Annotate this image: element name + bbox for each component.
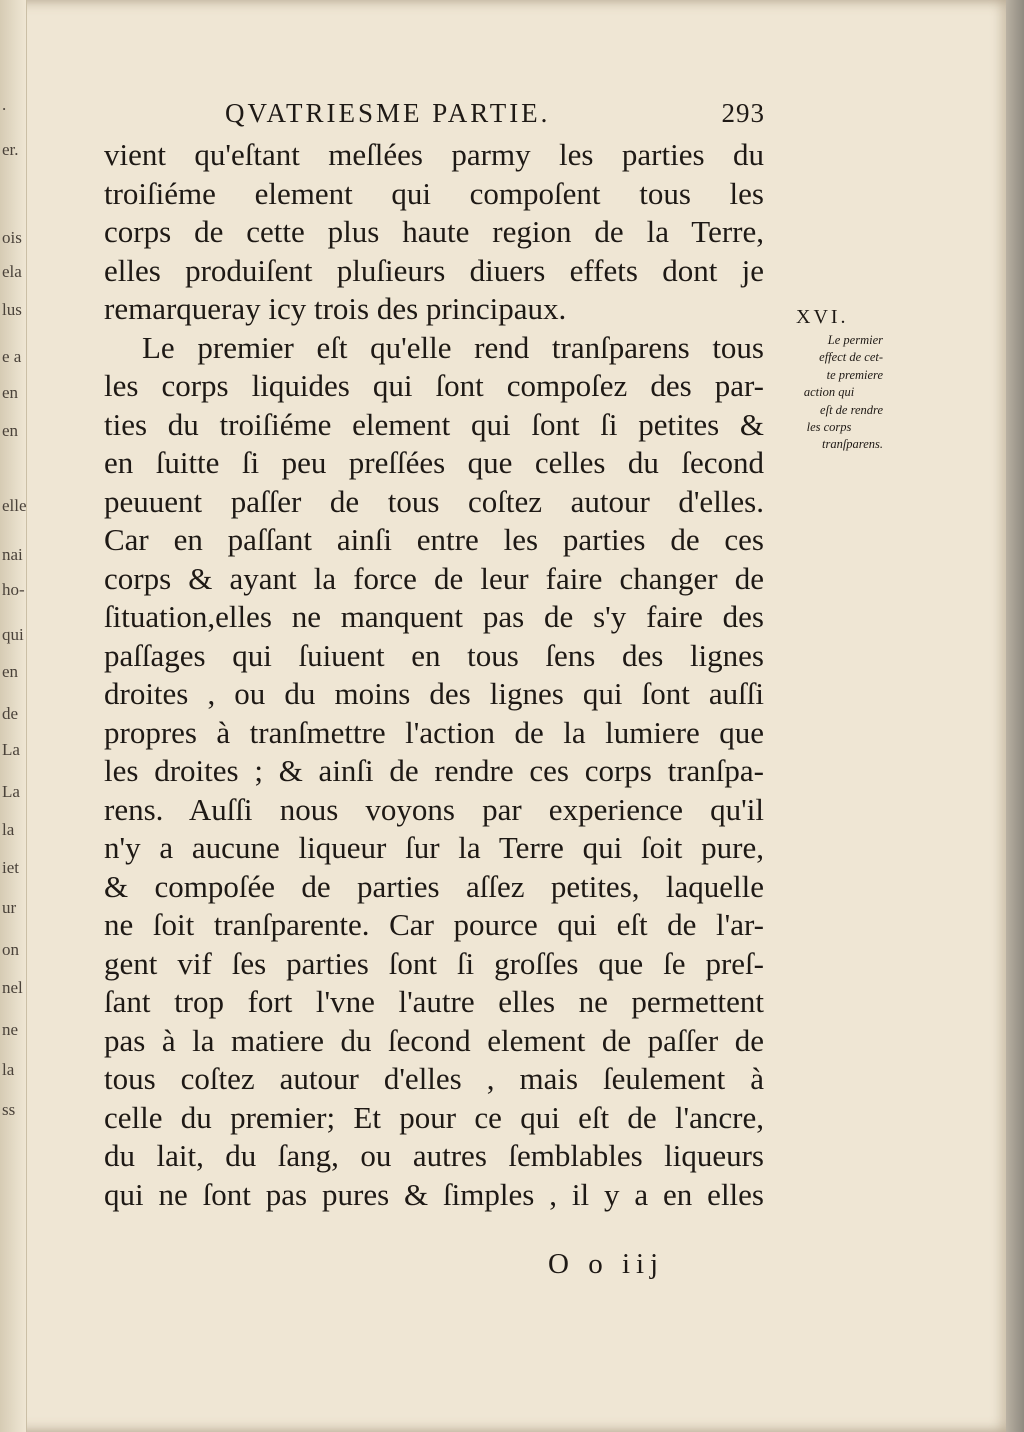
text-line: paſſages qui ſuiuent en tous ſens des lignes xyxy=(104,637,764,673)
text-line: rens. Auſſi nous voyons par experience qu'il xyxy=(104,791,764,827)
facing-fragment: en xyxy=(2,421,19,440)
facing-fragment: en xyxy=(2,662,19,681)
text-line: pas à la matiere du ſecond element de paſſer de xyxy=(104,1022,764,1058)
margin-note-line: effect de cet- xyxy=(819,350,883,365)
paragraph-start-line: Le premier eſt qu'elle rend tranſparens tous xyxy=(142,329,764,365)
facing-fragment: ss xyxy=(2,1100,16,1119)
text-line: tous coſtez autour d'elles , mais ſeulement à xyxy=(104,1061,764,1096)
margin-note-line: tranſparens. xyxy=(822,437,883,452)
facing-fragment: e a xyxy=(2,347,22,366)
signature-mark: O o iij xyxy=(548,1248,665,1280)
facing-fragment: de xyxy=(2,704,19,723)
header-title: QVATRIESME PARTIE. xyxy=(225,98,551,128)
text-line: elles produiſent pluſieurs diuers effets dont je xyxy=(104,252,764,288)
facing-fragment: on xyxy=(2,940,19,959)
page-edge-shadow xyxy=(1006,0,1024,1432)
facing-fragment: en xyxy=(2,383,19,402)
facing-fragment: iet xyxy=(2,858,19,877)
facing-fragment: er. xyxy=(2,140,19,159)
facing-fragment: lus xyxy=(2,300,22,319)
text-line: ſituation,elles ne manquent pas de s'y faire des xyxy=(104,599,764,634)
text-line: en ſuitte ſi peu preſſées que celles du ſecond xyxy=(104,445,764,480)
margin-note-line: Le permier xyxy=(827,333,883,347)
text-line: qui ne ſont pas pures & ſimples , il y a en elles xyxy=(104,1176,764,1212)
text-line: droites , ou du moins des lignes qui ſont auſſi xyxy=(104,676,764,711)
facing-fragment: elle xyxy=(2,496,27,515)
text-line: & compoſée de parties aſſez petites, laquelle xyxy=(104,868,764,904)
text-line: propres à tranſmettre l'action de la lumiere que xyxy=(104,714,764,750)
facing-fragment: ho- xyxy=(2,580,25,599)
text-line: peuuent paſſer de tous coſtez autour d'elles. xyxy=(104,483,764,519)
margin-section-number: XVI. xyxy=(796,306,849,328)
text-line: ties du troiſiéme element qui ſont ſi petites & xyxy=(104,406,764,442)
facing-page-edge xyxy=(0,0,27,1432)
facing-fragment: qui xyxy=(2,625,24,644)
margin-note-line: action qui xyxy=(803,385,855,400)
margin-note xyxy=(775,332,883,454)
running-header xyxy=(225,98,765,134)
text-line: Car en paſſant ainſi entre les parties de ces xyxy=(104,522,764,557)
text-line: corps de cette plus haute region de la Terre, xyxy=(104,214,764,249)
text-line: remarqueray icy trois des principaux. xyxy=(104,291,567,326)
facing-fragment: ur xyxy=(2,898,17,917)
facing-fragment: . xyxy=(2,95,7,114)
text-line: troiſiéme element qui compoſent tous les xyxy=(104,175,764,211)
text-line: gent vif ſes parties ſont ſi groſſes que ſe preſ- xyxy=(104,945,764,981)
margin-note-line: te premiere xyxy=(826,367,883,382)
facing-fragment: ela xyxy=(2,262,22,281)
facing-fragment: La xyxy=(2,740,20,759)
page-number: 293 xyxy=(721,98,765,128)
text-line: celle du premier; Et pour ce qui eſt de l'ancre, xyxy=(104,1099,764,1135)
text-line: n'y a aucune liqueur ſur la Terre qui ſoit pure, xyxy=(104,830,764,865)
facing-fragment: ois xyxy=(2,228,22,247)
text-line: les corps liquides qui ſont compoſez des par- xyxy=(104,368,764,403)
margin-note-line: eſt de rendre xyxy=(820,402,883,417)
facing-fragment: la xyxy=(2,820,15,839)
text-line: ne ſoit tranſparente. Car pource qui eſt de l'ar- xyxy=(104,907,764,942)
text-line: les droites ; & ainſi de rendre ces corps tranſpa- xyxy=(104,753,764,788)
facing-fragment: nai xyxy=(2,545,23,564)
facing-fragment: nel xyxy=(2,978,23,997)
facing-fragment: ne xyxy=(2,1020,19,1039)
text-line: corps & ayant la force de leur faire changer de xyxy=(104,560,764,596)
margin-note-line: les corps xyxy=(806,419,852,434)
text-line: du lait, du ſang, ou autres ſemblables liqueurs xyxy=(104,1138,764,1173)
text-line: ſant trop fort l'vne l'autre elles ne permettent xyxy=(104,984,764,1019)
facing-fragment: la xyxy=(2,1060,15,1079)
body-text xyxy=(104,136,764,1214)
text-line: vient qu'eſtant meſlées parmy les parties du xyxy=(104,137,764,172)
facing-fragment: La xyxy=(2,782,20,801)
